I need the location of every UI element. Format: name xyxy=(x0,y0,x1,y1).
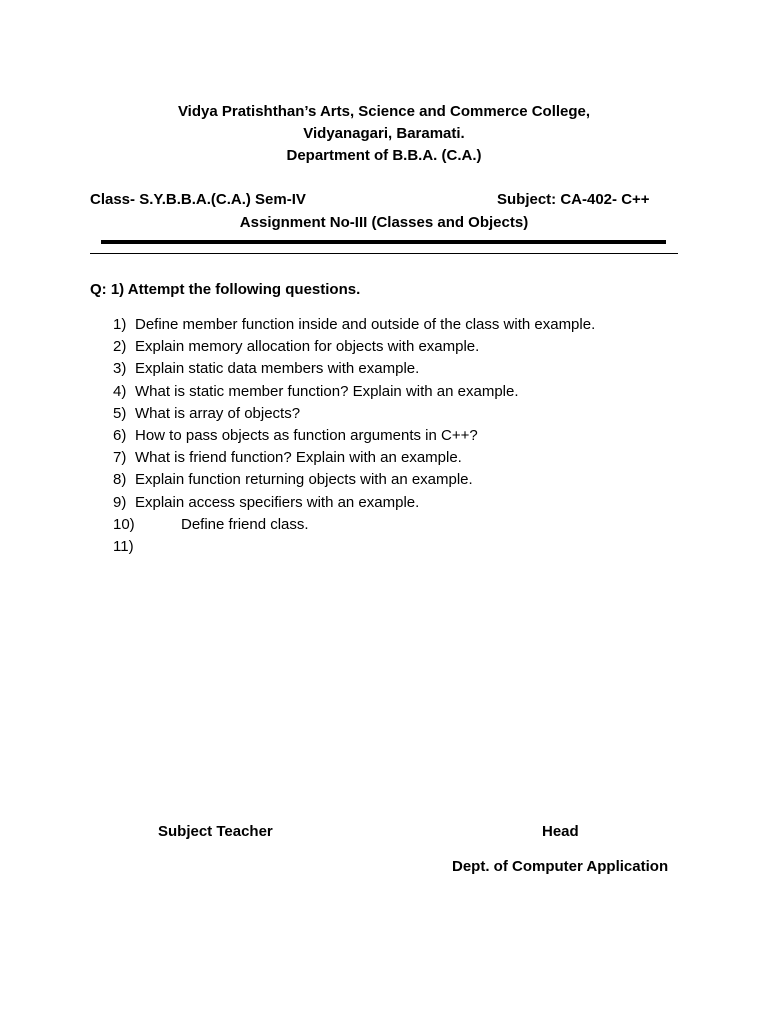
item-text: Define member function inside and outside of the class with example. xyxy=(135,316,596,333)
item-text: What is friend function? Explain with an example. xyxy=(135,449,462,467)
department-name: Department of B.B.A. (C.A.) xyxy=(286,147,482,164)
college-location: Vidyanagari, Baramati. xyxy=(303,125,465,142)
thick-divider xyxy=(101,240,666,244)
subject-label: Subject: CA-402- C++ xyxy=(497,191,650,208)
item-number: 5) xyxy=(113,404,127,422)
item-text: Explain memory allocation for objects with example. xyxy=(135,338,480,356)
item-number: 1) xyxy=(113,316,127,333)
head-signature-label: Head xyxy=(542,823,579,840)
item-text: Explain access specifiers with an example. xyxy=(135,493,420,511)
list-item xyxy=(113,537,595,559)
subject-teacher-signature-label: Subject Teacher xyxy=(158,823,273,840)
question-list xyxy=(113,315,595,559)
item-number: 7) xyxy=(113,449,127,467)
question-heading: Q: 1) Attempt the following questions. xyxy=(90,281,361,298)
item-number: 3) xyxy=(113,360,127,378)
item-text: How to pass objects as function arguments in C++? xyxy=(135,426,478,444)
item-text: Explain static data members with example. xyxy=(135,360,420,378)
item-number: 10) xyxy=(113,515,135,533)
department-signature-label: Dept. of Computer Application xyxy=(452,858,669,875)
list-item xyxy=(113,426,595,448)
item-number: 9) xyxy=(113,493,127,511)
item-number: 2) xyxy=(113,338,127,356)
item-text: What is array of objects? xyxy=(135,404,301,422)
list-item xyxy=(113,359,595,381)
list-item xyxy=(113,470,595,492)
item-text: Explain function returning objects with an example. xyxy=(135,471,473,489)
list-item xyxy=(113,337,595,359)
thin-divider xyxy=(90,253,678,254)
item-text: What is static member function? Explain with an example. xyxy=(135,382,519,400)
item-number: 8) xyxy=(113,471,127,489)
item-number: 4) xyxy=(113,382,127,400)
college-name: Vidya Pratishthan’s Arts, Science and Commerce College, xyxy=(177,103,591,120)
class-label: Class- S.Y.B.B.A.(C.A.) Sem-IV xyxy=(90,191,306,208)
list-item xyxy=(113,315,595,337)
list-item xyxy=(113,515,595,537)
assignment-title: Assignment No-III (Classes and Objects) xyxy=(239,214,529,231)
item-text: Define friend class. xyxy=(181,515,309,533)
item-number: 11) xyxy=(113,537,134,555)
list-item xyxy=(113,448,595,470)
item-number: 6) xyxy=(113,426,127,444)
list-item xyxy=(113,404,595,426)
list-item xyxy=(113,382,595,404)
list-item xyxy=(113,493,595,515)
